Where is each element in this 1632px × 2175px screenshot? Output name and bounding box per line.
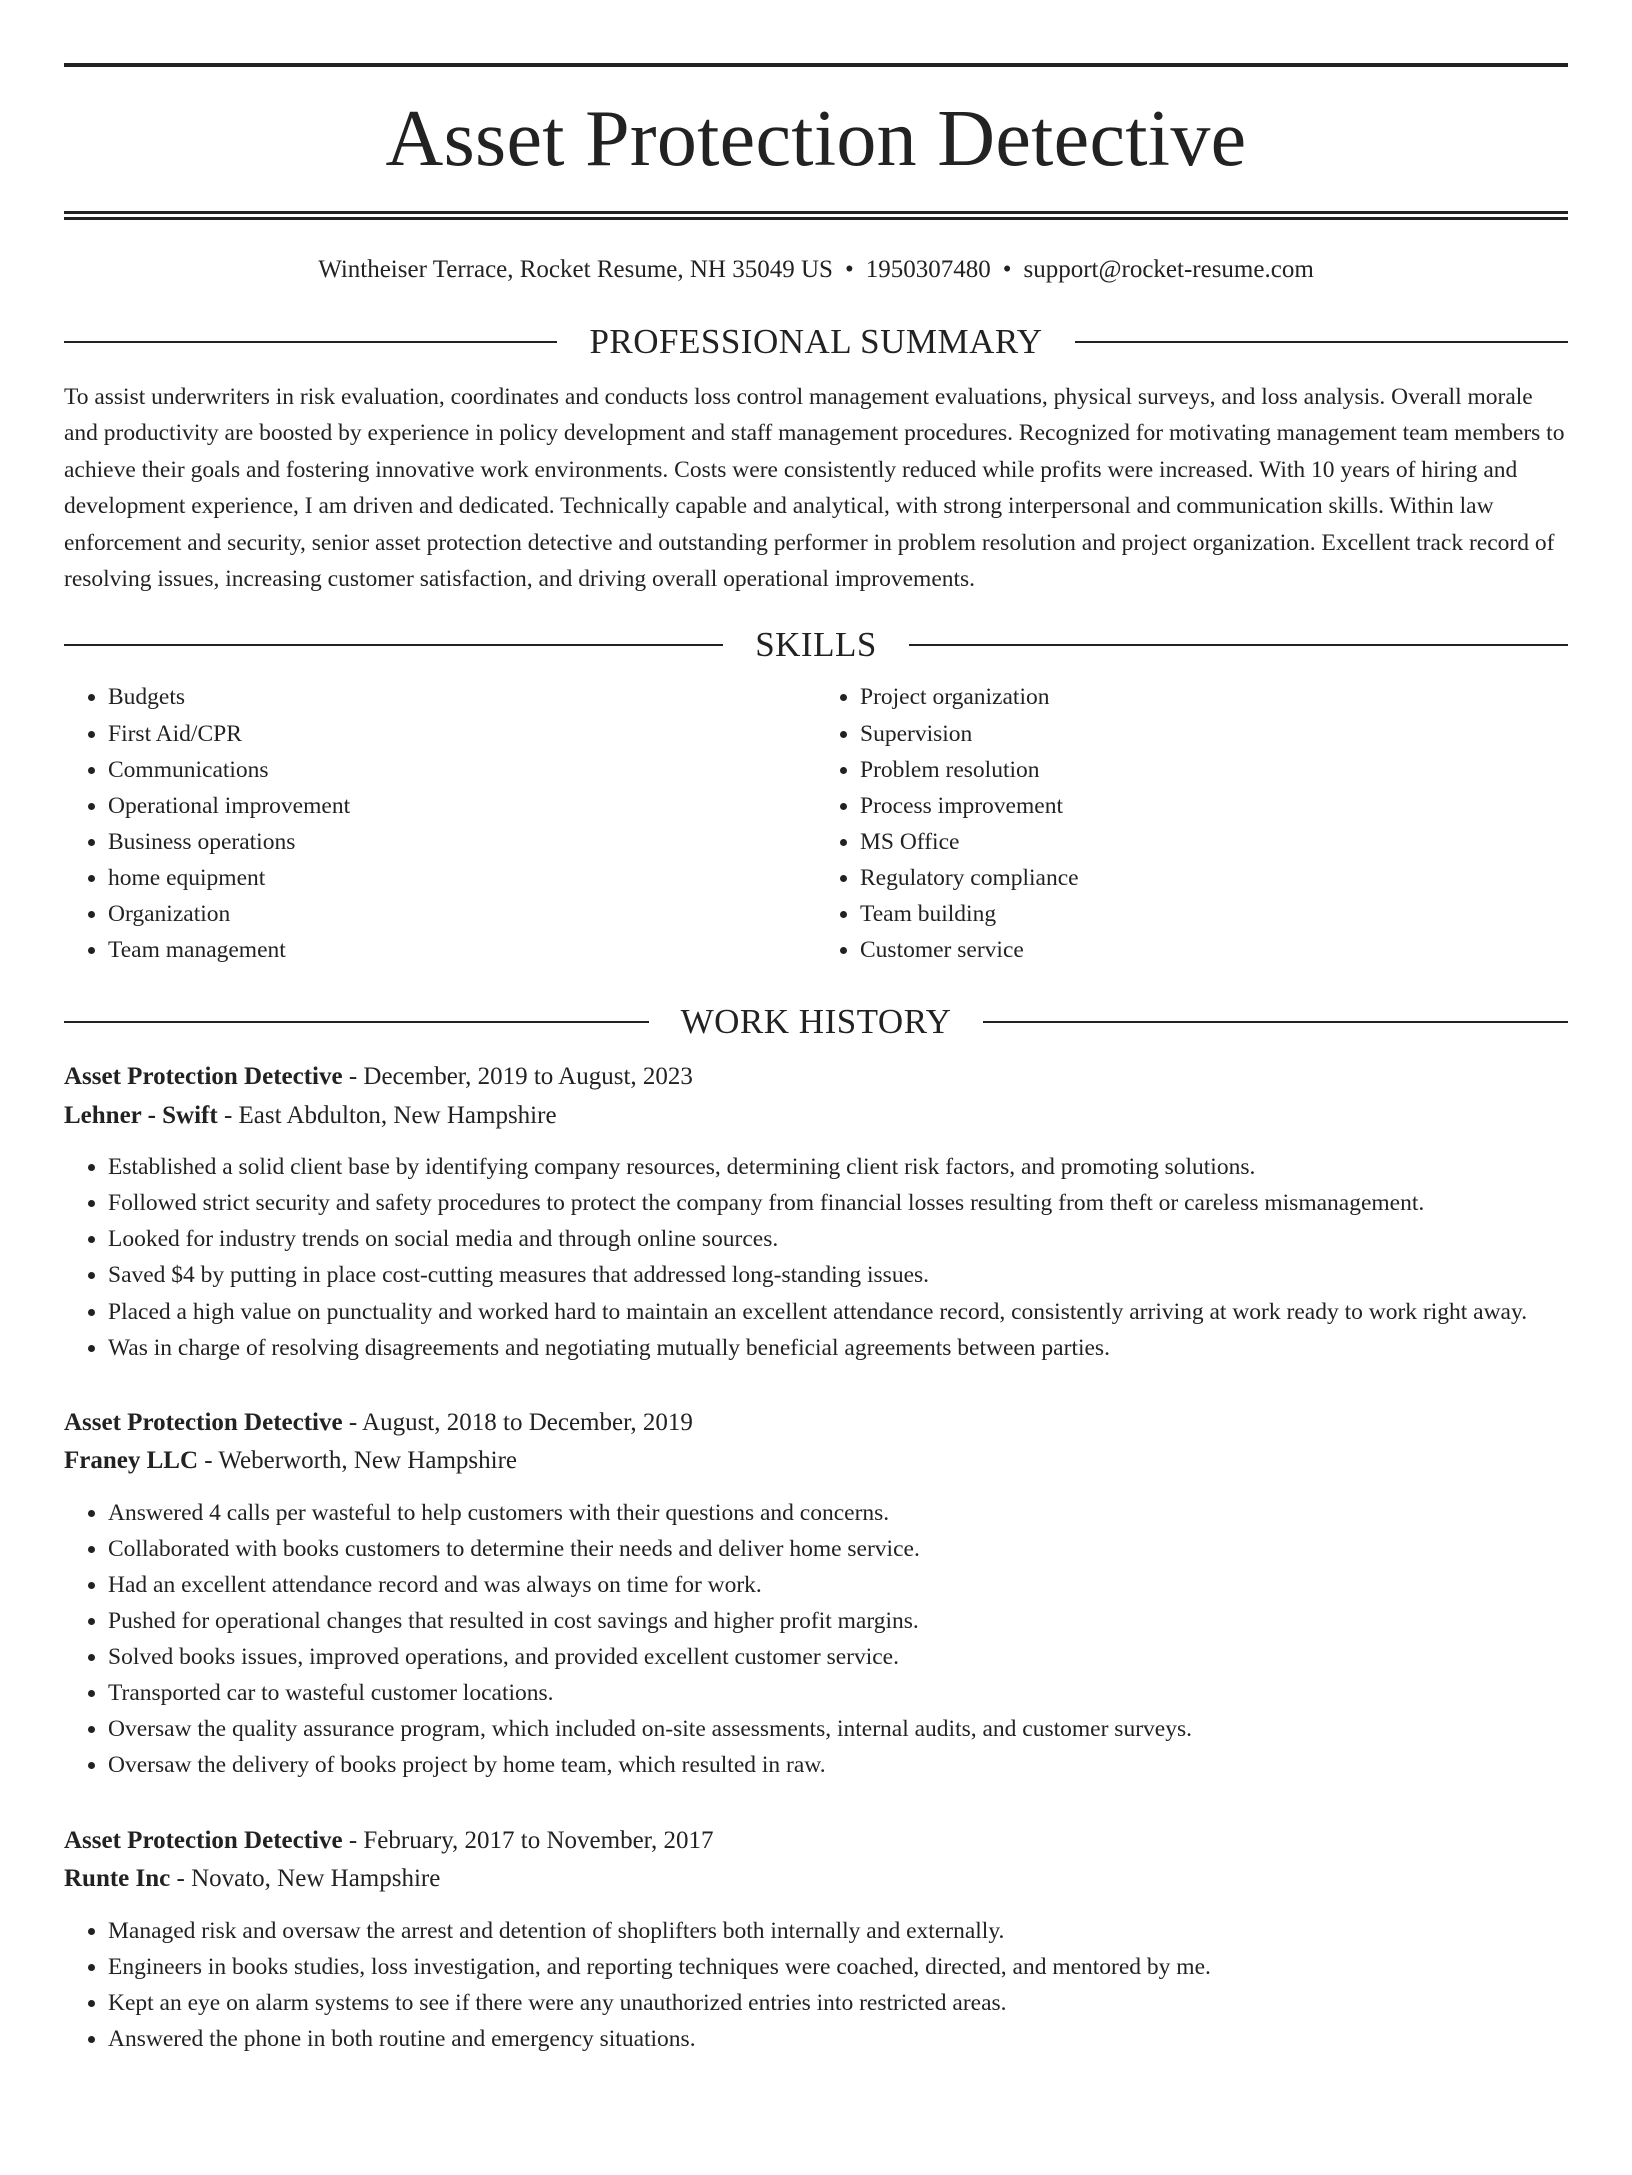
heading-rule-right bbox=[1075, 341, 1568, 343]
work-heading bbox=[64, 1002, 1568, 1042]
skill-item: • Problem resolution bbox=[860, 752, 1568, 788]
job-company: Lehner - Swift bbox=[64, 1101, 218, 1129]
duty-item: • Oversaw the quality assurance program, which included on-site assessments, internal audits, and customer surveys. bbox=[108, 1711, 1568, 1747]
skill-item: • Operational improvement bbox=[108, 788, 816, 824]
duty-item: • Managed risk and oversaw the arrest and detention of shoplifters both internally and externally. bbox=[108, 1913, 1568, 1949]
heading-rule-left bbox=[64, 644, 723, 646]
job-dates: - August, 2018 to December, 2019 bbox=[342, 1408, 693, 1436]
resume-page bbox=[0, 63, 1632, 2175]
duty-item: • Transported car to wasteful customer locations. bbox=[108, 1675, 1568, 1711]
skill-item: • Customer service bbox=[860, 932, 1568, 968]
contact-separator: • bbox=[844, 256, 854, 283]
skill-item: • MS Office bbox=[860, 824, 1568, 860]
job-location: - Novato, New Hampshire bbox=[170, 1865, 441, 1892]
job-company-line bbox=[64, 1097, 1568, 1136]
contact-separator: • bbox=[1002, 256, 1012, 283]
skills-list-left bbox=[64, 679, 816, 968]
heading-rule-left bbox=[64, 1021, 649, 1023]
work-history-list bbox=[64, 1058, 1568, 2057]
job-duties-list bbox=[64, 1913, 1568, 2057]
duty-item: • Kept an eye on alarm systems to see if there were any unauthorized entries into restricted areas. bbox=[108, 1985, 1568, 2021]
skill-item: • Budgets bbox=[108, 679, 816, 715]
title-double-rule bbox=[64, 211, 1568, 220]
duty-item: • Solved books issues, improved operations, and provided excellent customer service. bbox=[108, 1639, 1568, 1675]
job-title-line bbox=[64, 1822, 1568, 1861]
job-company-line bbox=[64, 1442, 1568, 1481]
job-duties-list bbox=[64, 1495, 1568, 1784]
skill-item: • Team management bbox=[108, 932, 816, 968]
summary-heading bbox=[64, 322, 1568, 362]
job-dates: - February, 2017 to November, 2017 bbox=[342, 1826, 714, 1854]
job-title: Asset Protection Detective bbox=[64, 1826, 343, 1854]
top-rule bbox=[64, 63, 1568, 67]
heading-rule-left bbox=[64, 341, 557, 343]
skills-list-right bbox=[816, 679, 1568, 968]
skill-item: • Process improvement bbox=[860, 788, 1568, 824]
skill-item: • Supervision bbox=[860, 716, 1568, 752]
duty-item: • Placed a high value on punctuality and worked hard to maintain an excellent attendance record, consistently arriving at work ready to work right away. bbox=[108, 1294, 1568, 1330]
resume-title: Asset Protection Detective bbox=[385, 95, 1247, 183]
duty-item: • Answered the phone in both routine and emergency situations. bbox=[108, 2021, 1568, 2057]
skill-item: • First Aid/CPR bbox=[108, 716, 816, 752]
duty-item: • Was in charge of resolving disagreements and negotiating mutually beneficial agreements between parties. bbox=[108, 1330, 1568, 1366]
skills-grid bbox=[64, 679, 1568, 968]
skill-item: • home equipment bbox=[108, 860, 816, 896]
skill-item: • Organization bbox=[108, 896, 816, 932]
job-title-line bbox=[64, 1404, 1568, 1443]
skill-item: • Regulatory compliance bbox=[860, 860, 1568, 896]
job-company-line bbox=[64, 1860, 1568, 1899]
heading-rule-right bbox=[909, 644, 1568, 646]
duty-item: • Oversaw the delivery of books project by home team, which resulted in raw. bbox=[108, 1747, 1568, 1783]
duty-item: • Collaborated with books customers to determine their needs and deliver home service. bbox=[108, 1531, 1568, 1567]
duty-item: • Pushed for operational changes that resulted in cost savings and higher profit margins. bbox=[108, 1603, 1568, 1639]
duty-item: • Followed strict security and safety procedures to protect the company from financial losses resulting from theft or careless mismanagement. bbox=[108, 1185, 1568, 1221]
duty-item: • Looked for industry trends on social media and through online sources. bbox=[108, 1221, 1568, 1257]
skill-item: • Business operations bbox=[108, 824, 816, 860]
job-dates: - December, 2019 to August, 2023 bbox=[342, 1063, 693, 1091]
skill-item: • Communications bbox=[108, 752, 816, 788]
contact-phone: 1950307480 bbox=[865, 256, 991, 283]
job-title: Asset Protection Detective bbox=[64, 1063, 343, 1091]
job-entry bbox=[64, 1822, 1568, 2057]
contact-email[interactable]: support@rocket-resume.com bbox=[1023, 256, 1314, 283]
contact-line bbox=[64, 254, 1568, 286]
job-entry bbox=[64, 1404, 1568, 1784]
duty-item: • Answered 4 calls per wasteful to help customers with their questions and concerns. bbox=[108, 1495, 1568, 1531]
skills-heading bbox=[64, 625, 1568, 665]
job-location: - East Abdulton, New Hampshire bbox=[217, 1101, 557, 1129]
summary-heading-label: PROFESSIONAL SUMMARY bbox=[589, 322, 1043, 361]
job-title: Asset Protection Detective bbox=[64, 1408, 343, 1436]
job-duties-list bbox=[64, 1149, 1568, 1366]
job-location: - Weberworth, New Hampshire bbox=[198, 1447, 517, 1475]
duty-item: • Established a solid client base by identifying company resources, determining client risk factors, and promoting solutions. bbox=[108, 1149, 1568, 1185]
job-entry bbox=[64, 1058, 1568, 1366]
skill-item: • Project organization bbox=[860, 679, 1568, 715]
job-company: Franey LLC bbox=[64, 1447, 199, 1475]
work-heading-label: WORK HISTORY bbox=[680, 1002, 952, 1042]
job-company: Runte Inc bbox=[64, 1865, 171, 1892]
duty-item: • Saved $4 by putting in place cost-cutting measures that addressed long-standing issues. bbox=[108, 1257, 1568, 1293]
skills-heading-label: SKILLS bbox=[755, 625, 877, 665]
contact-address: Wintheiser Terrace, Rocket Resume, NH 35049 US bbox=[318, 256, 833, 283]
summary-text: To assist underwriters in risk evaluation, coordinates and conducts loss control management evaluations, physical surveys, and loss analysis. Overall morale and productivity are boosted by experience in policy development and staff management procedures. Recognized for motivating management team members to achieve their goals and fostering innovative work environments. Costs were consistently reduced while profits were increased. With 10 years of hiring and development experience, I am driven and dedicated. Technically capable and analytical, with strong interpersonal and communication skills. Within law enforcement and security, senior asset protection detective and outstanding performer in problem resolution and project organization. Excellent track record of resolving issues, increasing customer satisfaction, and driving overall operational improvements. bbox=[64, 384, 1565, 593]
duty-item: • Had an excellent attendance record and was always on time for work. bbox=[108, 1567, 1568, 1603]
heading-rule-right bbox=[983, 1021, 1568, 1023]
duty-item: • Engineers in books studies, loss investigation, and reporting techniques were coached, directed, and mentored by me. bbox=[108, 1949, 1568, 1985]
skill-item: • Team building bbox=[860, 896, 1568, 932]
job-title-line bbox=[64, 1058, 1568, 1097]
